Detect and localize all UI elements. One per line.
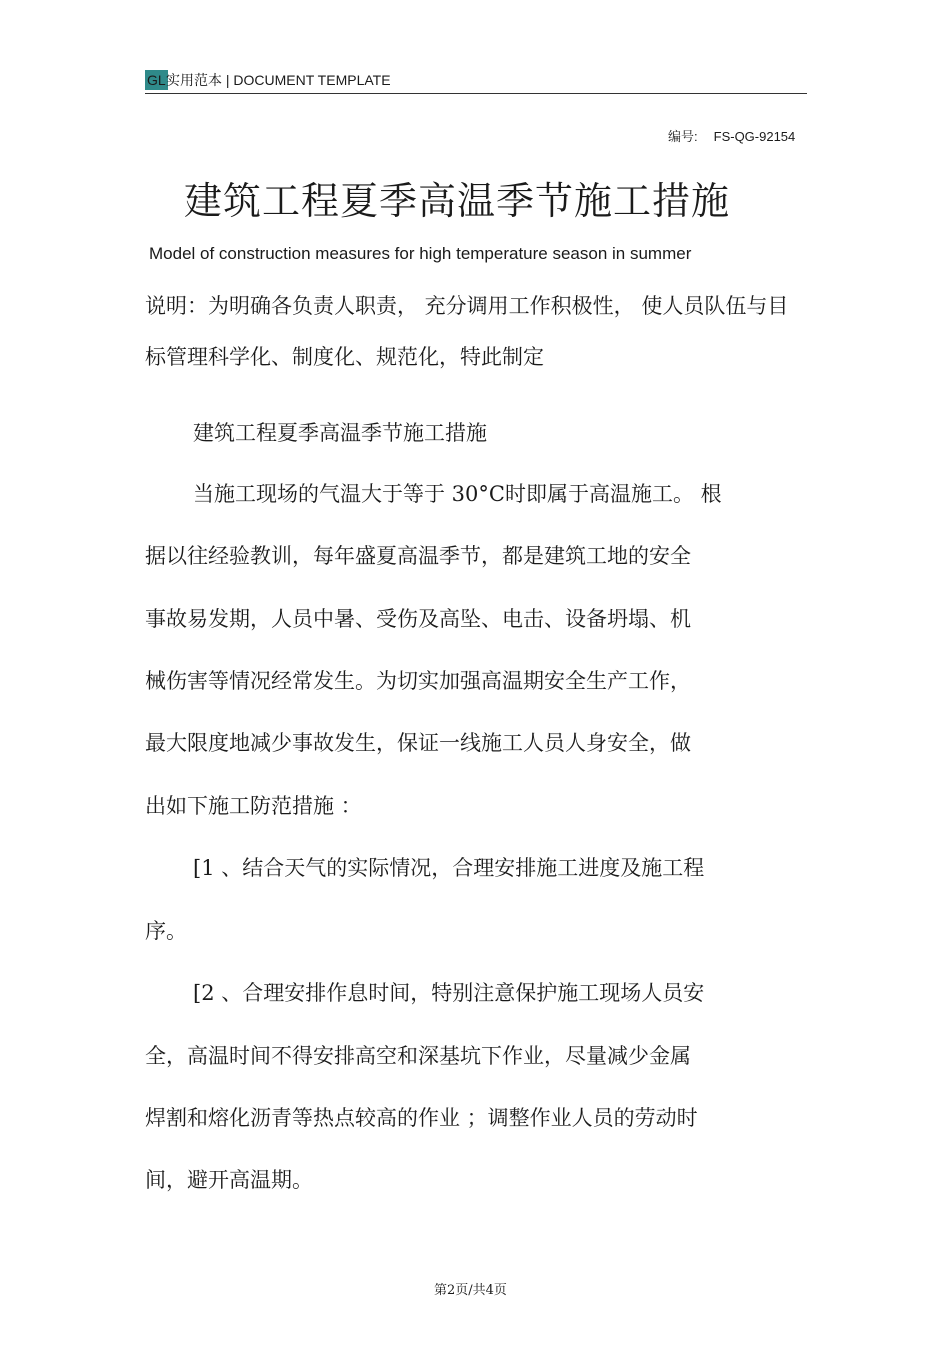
document-number-code: FS-QG-92154 [713,129,796,144]
list-item-line: [2 、合理安排作息时间，特别注意保护施工现场人员安 [193,981,705,1005]
header-divider [145,93,807,94]
paragraph-line: 事故易发期，人员中暑、受伤及高坠、电击、设备坍塌、机 [145,607,691,631]
page-subtitle: Model of construction measures for high temperature season in summer [149,244,692,263]
description-line: 标管理科学化、制度化、规范化，特此制定 [145,345,544,369]
document-number-label: 编号: [668,129,698,144]
list-item-line: 焊割和熔化沥青等热点较高的作业 ；调整作业人员的劳动时 [145,1106,698,1130]
list-item-line: 间，避开高温期。 [145,1168,313,1192]
header-logo: GL [147,72,166,88]
description-line: 说明：为明确各负责人职责， 充分调用工作积极性， 使人员队伍与目 [145,294,789,318]
paragraph-line: 据以往经验教训，每年盛夏高温季节，都是建筑工地的安全 [145,544,691,568]
page-title: 建筑工程夏季高温季节施工措施 [184,179,731,223]
paragraph-line: 当施工现场的气温大于等于 30°C时即属于高温施工。 根 [193,482,722,506]
document-number [668,126,795,145]
page-footer: 第2页/共4页 [434,1283,507,1298]
list-item-line: [1 、结合天气的实际情况，合理安排施工进度及施工程 [193,856,705,880]
list-item-line: 全，高温时间不得安排高空和深基坑下作业，尽量减少金属 [145,1044,691,1068]
header-label: 实用范本 | DOCUMENT TEMPLATE [166,72,391,88]
paragraph-line: 械伤害等情况经常发生。为切实加强高温期安全生产工作， [145,669,691,693]
section-heading: 建筑工程夏季高温季节施工措施 [193,421,487,445]
paragraph-line: 最大限度地减少事故发生，保证一线施工人员人身安全，做 [145,731,691,755]
paragraph-line: 出如下施工防范措施 ： [145,794,362,818]
list-item-line: 序。 [145,919,187,943]
